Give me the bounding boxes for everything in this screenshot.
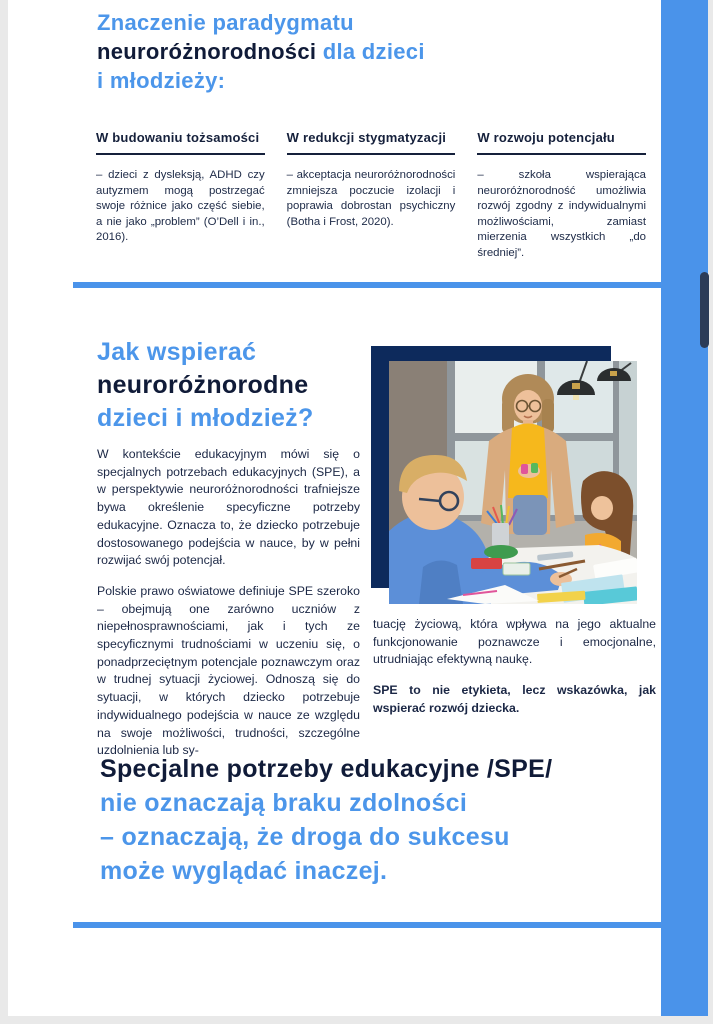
benefit-column-body: – dzieci z dysleksją, ADHD czy autyzmem mogą postrzegać swoje różnice jako część siebie, a nie jako „problem” (O’Dell i in., 2016). bbox=[96, 169, 265, 244]
closing-statement-line2: nie oznaczają braku zdolności bbox=[100, 789, 468, 817]
paragraph-emphasis: SPE to nie etykieta, lecz wskazówka, jak wspierać rozwój dziecka. bbox=[373, 683, 656, 715]
page-title bbox=[97, 8, 425, 95]
closing-statement bbox=[100, 752, 552, 888]
benefit-column-header: W rozwoju potencjału bbox=[477, 130, 646, 155]
benefit-column-identity bbox=[96, 130, 265, 262]
closing-statement-line3: – oznaczają, że droga do sukcesu bbox=[100, 823, 510, 851]
closing-statement-line1: Specjalne potrzeby edukacyjne /SPE/ bbox=[100, 755, 553, 783]
section-divider-rule-bottom bbox=[73, 922, 663, 928]
right-accent-bar bbox=[661, 0, 708, 1016]
benefit-column-stigma bbox=[287, 130, 456, 262]
body-text-right-column bbox=[373, 616, 656, 731]
section-title bbox=[97, 336, 314, 435]
paragraph: Polskie prawo oświatowe definiuje SPE szeroko – obejmują one zarówno uczniów z niepełnosprawnościami, jak i tych ze specyficznymi trudnościami w uczeniu się, o ponadprzeciętnym potencjale poznawczym oraz w trudnej sytuacji życiowej. Odnoszą się do sytuacji, w których dziecko potrzebuje indywidualnego podejścia w nauce ze względu na swoje możliwości, trudności, szczególne uzdolnienia lub sy- bbox=[97, 583, 360, 758]
paragraph: W kontekście edukacyjnym mówi się o specjalnych potrzebach edukacyjnych (SPE), a w perspektywie neuroróżnorodności trafniejsze bywa określenie specyficzne potrzeby edukacyjne. Oznacza to, że dziecko potrzebuje dostosowanego podejścia w nauce, by w pełni rozwijać swój potencjał. bbox=[97, 447, 360, 568]
benefit-column-body: – akceptacja neuroróżnorodności zmniejsza poczucie izolacji i poprawia dobrostan psychiczny (Botha i Frost, 2020). bbox=[286, 169, 456, 228]
scrollbar-thumb[interactable] bbox=[700, 272, 709, 348]
section-title-line3: dzieci i młodzież? bbox=[97, 404, 314, 432]
classroom-photo bbox=[389, 361, 637, 604]
section-divider-rule-top bbox=[73, 282, 663, 288]
paragraph: tuację życiową, która wpływa na jego aktualne funkcjonowanie poznawcze i emocjonalne, utrudniając efektywną naukę. bbox=[373, 617, 656, 667]
page-title-line2-dark: neuroróżnorodności bbox=[97, 39, 317, 64]
page-title-line1: Znaczenie paradygmatu bbox=[97, 10, 354, 35]
body-text-left-column bbox=[97, 446, 360, 773]
benefit-column-potential bbox=[477, 130, 646, 262]
benefit-columns bbox=[96, 130, 646, 262]
page-title-line2-blue: dla dzieci bbox=[316, 39, 425, 64]
benefit-column-body: – szkoła wspierająca neuroróżnorodność umożliwia rozwój zgodny z indywidualnymi możliwościami, zamiast mierzenia wszystkich „do średniej”. bbox=[477, 169, 647, 259]
page-title-line3: i młodzieży: bbox=[97, 68, 226, 93]
section-title-line2: neuroróżnorodne bbox=[97, 371, 309, 399]
section-title-line1: Jak wspierać bbox=[97, 338, 257, 366]
page-title-line2 bbox=[97, 37, 425, 66]
benefit-column-header: W redukcji stygmatyzacji bbox=[287, 130, 456, 155]
closing-statement-line4: może wyglądać inaczej. bbox=[100, 857, 388, 885]
benefit-column-header: W budowaniu tożsamości bbox=[96, 130, 265, 155]
classroom-photo-illustration bbox=[389, 361, 637, 604]
